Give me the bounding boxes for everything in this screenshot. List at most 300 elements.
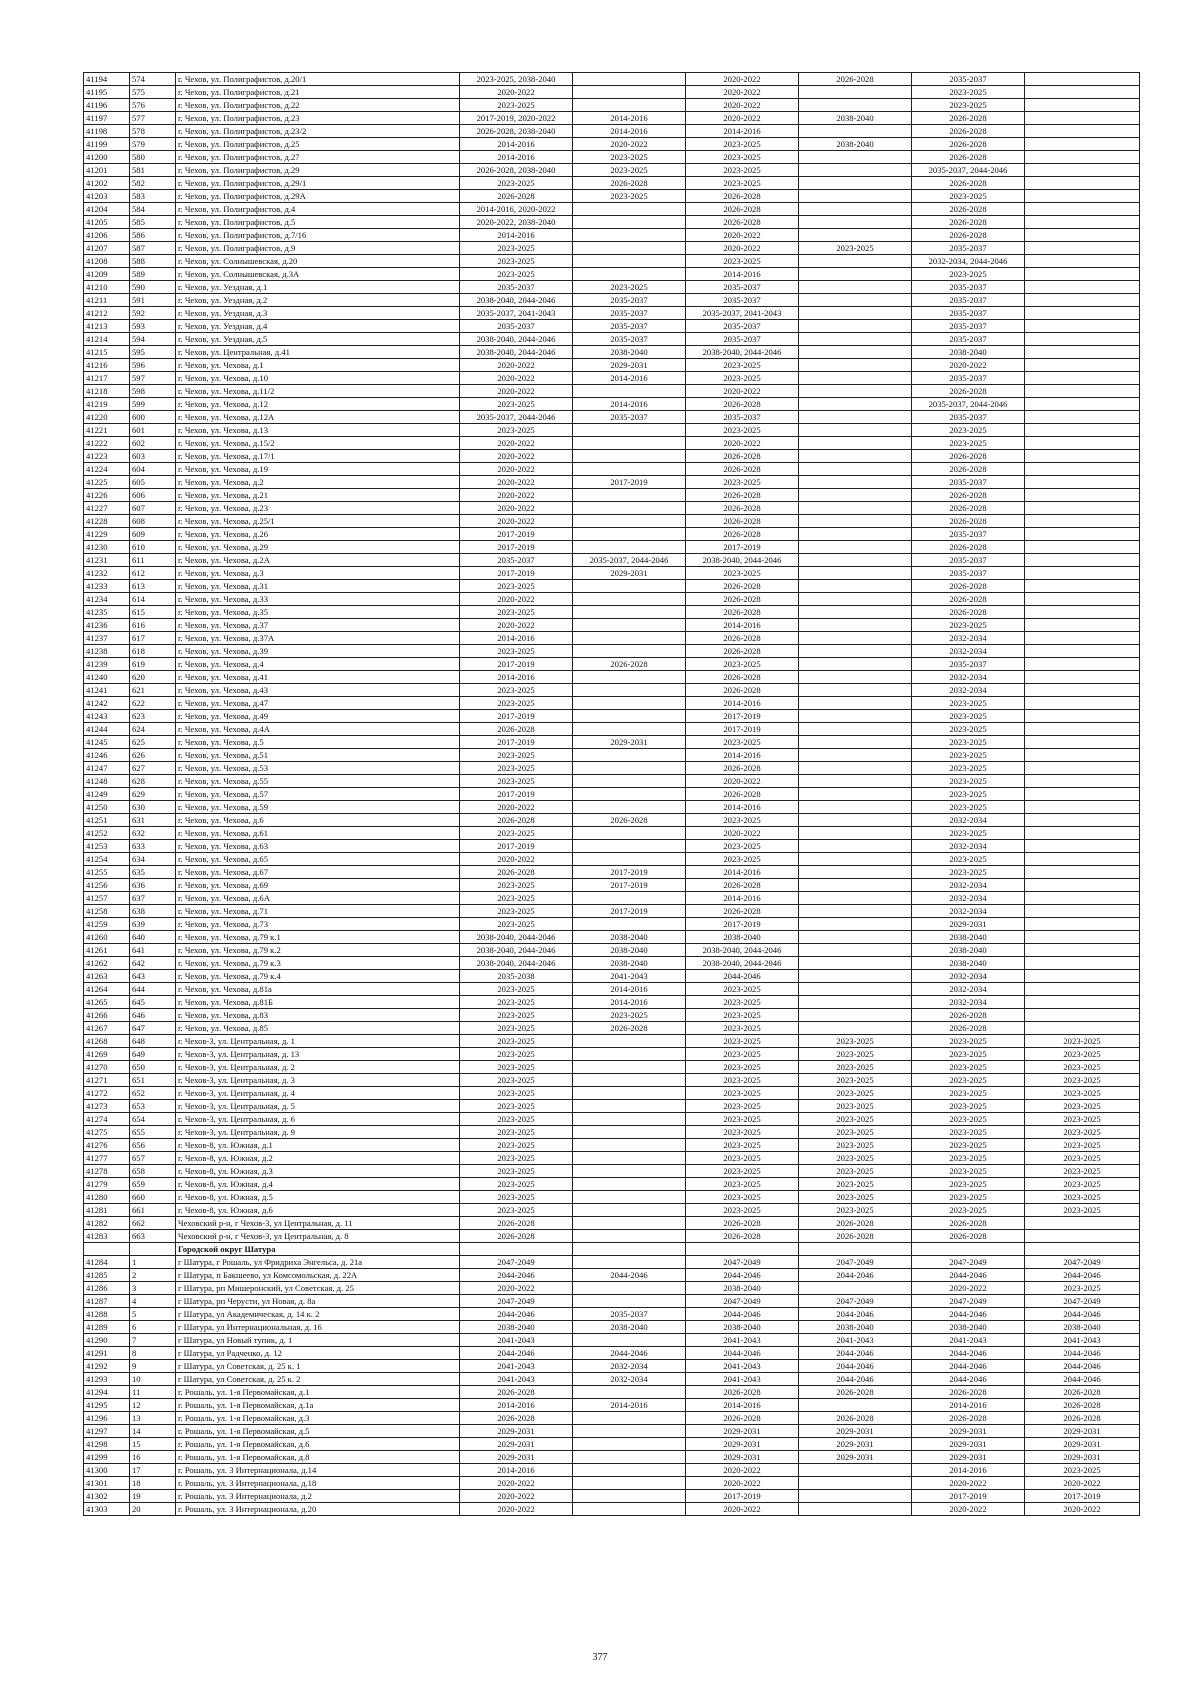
- row-id-cell: 41250: [84, 801, 130, 814]
- address-cell: г Шатура, рп Черусти, ул Новая, д. 8а: [176, 1295, 460, 1308]
- period-cell: 2038-2040, 2044-2046: [686, 957, 799, 970]
- row-number-cell: 613: [130, 580, 176, 593]
- row-id-cell: 41214: [84, 333, 130, 346]
- period-cell: 2038-2040, 2044-2046: [460, 931, 573, 944]
- table-row: [84, 346, 1140, 359]
- period-cell: [1025, 476, 1140, 489]
- period-cell: [799, 723, 912, 736]
- row-number-cell: 633: [130, 840, 176, 853]
- period-cell: 2035-2037: [686, 281, 799, 294]
- period-cell: 2026-2028: [912, 1022, 1025, 1035]
- period-cell: 2026-2028: [799, 1230, 912, 1243]
- period-cell: [1025, 125, 1140, 138]
- table-row: [84, 294, 1140, 307]
- period-cell: 2023-2025: [1025, 1087, 1140, 1100]
- period-cell: 2032-2034: [912, 632, 1025, 645]
- period-cell: 2026-2028: [912, 216, 1025, 229]
- period-cell: 2044-2046: [799, 1347, 912, 1360]
- table-row: [84, 827, 1140, 840]
- row-number-cell: 9: [130, 1360, 176, 1373]
- row-number-cell: 585: [130, 216, 176, 229]
- period-cell: 2026-2028: [686, 788, 799, 801]
- period-cell: 2020-2022: [460, 619, 573, 632]
- period-cell: [573, 502, 686, 515]
- period-cell: [573, 1477, 686, 1490]
- period-cell: 2023-2025: [460, 255, 573, 268]
- row-id-cell: 41225: [84, 476, 130, 489]
- period-cell: 2038-2040: [686, 1321, 799, 1334]
- period-cell: 2026-2028: [686, 502, 799, 515]
- period-cell: 2023-2025: [460, 983, 573, 996]
- table-row: [84, 1412, 1140, 1425]
- period-cell: 2026-2028: [912, 541, 1025, 554]
- period-cell: 2023-2025: [912, 762, 1025, 775]
- period-cell: [799, 580, 912, 593]
- period-cell: 2044-2046: [573, 1347, 686, 1360]
- period-cell: 2023-2025: [460, 892, 573, 905]
- period-cell: 2023-2025: [573, 1009, 686, 1022]
- period-cell: 2023-2025: [460, 1087, 573, 1100]
- row-number-cell: 583: [130, 190, 176, 203]
- row-number-cell: 620: [130, 671, 176, 684]
- address-cell: г Шатура, ул Академическая, д. 14 к. 2: [176, 1308, 460, 1321]
- period-cell: 2044-2046: [912, 1360, 1025, 1373]
- period-cell: 2023-2025: [460, 996, 573, 1009]
- row-id-cell: 41197: [84, 112, 130, 125]
- row-id-cell: 41221: [84, 424, 130, 437]
- address-cell: г. Чехов, ул. Полиграфистов, д.25: [176, 138, 460, 151]
- period-cell: [799, 1009, 912, 1022]
- period-cell: 2026-2028: [460, 1412, 573, 1425]
- table-row: [84, 1347, 1140, 1360]
- row-number-cell: 644: [130, 983, 176, 996]
- period-cell: [573, 541, 686, 554]
- period-cell: 2026-2028: [912, 593, 1025, 606]
- period-cell: [799, 671, 912, 684]
- period-cell: 2023-2025: [799, 242, 912, 255]
- address-cell: г. Чехов, ул. Полиграфистов, д.29/1: [176, 177, 460, 190]
- period-cell: [799, 619, 912, 632]
- period-cell: [1025, 385, 1140, 398]
- period-cell: 2026-2028, 2038-2040: [460, 125, 573, 138]
- period-cell: 2017-2019: [573, 879, 686, 892]
- period-cell: 2023-2025: [460, 99, 573, 112]
- period-cell: 2023-2025: [686, 1113, 799, 1126]
- row-id-cell: 41251: [84, 814, 130, 827]
- period-cell: 2038-2040, 2044-2046: [686, 944, 799, 957]
- row-id-cell: 41218: [84, 385, 130, 398]
- table-row: [84, 1217, 1140, 1230]
- period-cell: 2020-2022: [686, 775, 799, 788]
- period-cell: [799, 1477, 912, 1490]
- row-number-cell: 598: [130, 385, 176, 398]
- period-cell: 2038-2040: [573, 931, 686, 944]
- period-cell: 2014-2016: [460, 1464, 573, 1477]
- period-cell: [1025, 229, 1140, 242]
- address-cell: г. Чехов-8, ул. Южная, д.1: [176, 1139, 460, 1152]
- period-cell: 2023-2025: [912, 801, 1025, 814]
- period-cell: [799, 398, 912, 411]
- period-cell: [799, 411, 912, 424]
- table-row: [84, 242, 1140, 255]
- period-cell: [1025, 658, 1140, 671]
- period-cell: 2023-2025: [912, 424, 1025, 437]
- table-row: [84, 1100, 1140, 1113]
- period-cell: 2032-2034: [912, 970, 1025, 983]
- row-number-cell: 1: [130, 1256, 176, 1269]
- table-row: [84, 1282, 1140, 1295]
- period-cell: 2026-2028: [912, 1230, 1025, 1243]
- period-cell: [799, 359, 912, 372]
- period-cell: 2026-2028: [686, 463, 799, 476]
- period-cell: 2023-2025: [460, 1178, 573, 1191]
- row-id-cell: 41232: [84, 567, 130, 580]
- row-id-cell: 41298: [84, 1438, 130, 1451]
- period-cell: 2026-2028: [573, 1022, 686, 1035]
- table-row: [84, 1113, 1140, 1126]
- table-row: [84, 1503, 1140, 1516]
- table-row: [84, 255, 1140, 268]
- row-id-cell: 41264: [84, 983, 130, 996]
- address-cell: г. Чехов, ул. Полиграфистов, д.21: [176, 86, 460, 99]
- period-cell: 2047-2049: [799, 1256, 912, 1269]
- period-cell: 2029-2031: [799, 1451, 912, 1464]
- period-cell: 2014-2016: [573, 112, 686, 125]
- period-cell: [573, 775, 686, 788]
- period-cell: 2014-2016: [573, 125, 686, 138]
- row-number-cell: 618: [130, 645, 176, 658]
- row-id-cell: 41275: [84, 1126, 130, 1139]
- period-cell: [799, 775, 912, 788]
- period-cell: [799, 1282, 912, 1295]
- table-row: [84, 866, 1140, 879]
- row-number-cell: 612: [130, 567, 176, 580]
- row-id-cell: 41194: [84, 73, 130, 86]
- period-cell: 2014-2016: [686, 892, 799, 905]
- period-cell: 2026-2028: [912, 229, 1025, 242]
- table-row: [84, 957, 1140, 970]
- period-cell: 2026-2028: [912, 502, 1025, 515]
- address-cell: г. Чехов, ул. Чехова, д.6: [176, 814, 460, 827]
- period-cell: 2038-2040, 2044-2046: [460, 294, 573, 307]
- period-cell: [799, 346, 912, 359]
- row-number-cell: 11: [130, 1386, 176, 1399]
- period-cell: [799, 593, 912, 606]
- table-row: [84, 1399, 1140, 1412]
- period-cell: 2035-2037: [573, 411, 686, 424]
- period-cell: 2023-2025: [686, 1048, 799, 1061]
- row-id-cell: 41227: [84, 502, 130, 515]
- period-cell: [799, 424, 912, 437]
- table-row: [84, 450, 1140, 463]
- address-cell: г. Чехов, ул. Солнышевская, д.20: [176, 255, 460, 268]
- period-cell: 2023-2025: [799, 1139, 912, 1152]
- period-cell: [799, 1503, 912, 1516]
- period-cell: [573, 528, 686, 541]
- period-cell: [799, 996, 912, 1009]
- row-id-cell: 41199: [84, 138, 130, 151]
- period-cell: 2026-2028: [799, 1412, 912, 1425]
- period-cell: 2023-2025: [1025, 1061, 1140, 1074]
- period-cell: 2035-2037: [460, 281, 573, 294]
- period-cell: 2026-2028: [686, 515, 799, 528]
- period-cell: 2023-2025: [686, 1074, 799, 1087]
- address-cell: г. Чехов, ул. Чехова, д.3: [176, 567, 460, 580]
- period-cell: 2023-2025: [912, 268, 1025, 281]
- row-number-cell: 579: [130, 138, 176, 151]
- row-number-cell: 645: [130, 996, 176, 1009]
- period-cell: 2026-2028: [686, 1386, 799, 1399]
- period-cell: [573, 463, 686, 476]
- period-cell: 2023-2025: [460, 905, 573, 918]
- period-cell: [573, 827, 686, 840]
- period-cell: [573, 1152, 686, 1165]
- row-id-cell: 41281: [84, 1204, 130, 1217]
- period-cell: [1025, 697, 1140, 710]
- period-cell: 2029-2031: [799, 1438, 912, 1451]
- period-cell: 2026-2028: [1025, 1386, 1140, 1399]
- period-cell: 2035-2037: [460, 554, 573, 567]
- row-id-cell: 41229: [84, 528, 130, 541]
- period-cell: 2047-2049: [1025, 1256, 1140, 1269]
- period-cell: [573, 216, 686, 229]
- row-id-cell: 41217: [84, 372, 130, 385]
- period-cell: 2023-2025: [686, 1126, 799, 1139]
- table-row: [84, 99, 1140, 112]
- period-cell: 2023-2025: [912, 437, 1025, 450]
- row-id-cell: 41292: [84, 1360, 130, 1373]
- period-cell: 2020-2022: [460, 1503, 573, 1516]
- row-id-cell: 41208: [84, 255, 130, 268]
- period-cell: 2014-2016: [460, 1399, 573, 1412]
- period-cell: 2023-2025: [912, 1035, 1025, 1048]
- period-cell: 2023-2025: [460, 1139, 573, 1152]
- address-cell: г. Чехов, ул. Чехова, д.12А: [176, 411, 460, 424]
- period-cell: 2026-2028: [686, 879, 799, 892]
- table-row: [84, 1386, 1140, 1399]
- period-cell: 2026-2028: [912, 580, 1025, 593]
- period-cell: 2023-2025: [799, 1126, 912, 1139]
- period-cell: 2023-2025: [1025, 1139, 1140, 1152]
- row-id-cell: 41300: [84, 1464, 130, 1477]
- row-id-cell: 41265: [84, 996, 130, 1009]
- address-cell: г. Рошаль, ул. 1-я Первомайская, д.1: [176, 1386, 460, 1399]
- address-cell: Чеховский р-н, г Чехов-3, ул Центральная, д. 11: [176, 1217, 460, 1230]
- period-cell: 2014-2016: [686, 801, 799, 814]
- period-cell: 2026-2028: [460, 723, 573, 736]
- table-row: [84, 1061, 1140, 1074]
- period-cell: 2020-2022: [686, 86, 799, 99]
- row-number-cell: 624: [130, 723, 176, 736]
- period-cell: 2026-2028: [686, 580, 799, 593]
- period-cell: 2026-2028: [686, 684, 799, 697]
- row-id-cell: 41235: [84, 606, 130, 619]
- row-number-cell: 658: [130, 1165, 176, 1178]
- period-cell: [799, 268, 912, 281]
- period-cell: [573, 697, 686, 710]
- table-row: [84, 1490, 1140, 1503]
- row-id-cell: 41295: [84, 1399, 130, 1412]
- period-cell: 2017-2019: [1025, 1490, 1140, 1503]
- address-cell: г. Чехов, ул. Чехова, д.79 к.2: [176, 944, 460, 957]
- period-cell: 2038-2040: [686, 1282, 799, 1295]
- table-row: [84, 736, 1140, 749]
- table-row: [84, 268, 1140, 281]
- row-number-cell: 611: [130, 554, 176, 567]
- row-number-cell: 588: [130, 255, 176, 268]
- period-cell: 2038-2040: [460, 1321, 573, 1334]
- period-cell: [799, 892, 912, 905]
- row-number-cell: 647: [130, 1022, 176, 1035]
- row-id-cell: 41246: [84, 749, 130, 762]
- period-cell: [573, 853, 686, 866]
- address-cell: г. Чехов, ул. Уездная, д.2: [176, 294, 460, 307]
- period-cell: 2047-2049: [799, 1295, 912, 1308]
- period-cell: [1025, 242, 1140, 255]
- row-number-cell: 578: [130, 125, 176, 138]
- period-cell: [1025, 307, 1140, 320]
- period-cell: [1025, 944, 1140, 957]
- address-cell: г Шатура, рп Мишеронский, ул Советская, д. 25: [176, 1282, 460, 1295]
- address-cell: г. Рошаль, ул. 1-я Первомайская, д.1а: [176, 1399, 460, 1412]
- period-cell: 2023-2025: [1025, 1191, 1140, 1204]
- period-cell: 2029-2031: [686, 1425, 799, 1438]
- table-row: [84, 1152, 1140, 1165]
- row-id-cell: 41260: [84, 931, 130, 944]
- period-cell: 2029-2031: [573, 359, 686, 372]
- period-cell: 2026-2028: [912, 450, 1025, 463]
- address-cell: г. Чехов-3, ул. Центральная, д. 3: [176, 1074, 460, 1087]
- address-cell: г. Чехов, ул. Чехова, д.15/2: [176, 437, 460, 450]
- row-number-cell: 604: [130, 463, 176, 476]
- period-cell: [1025, 450, 1140, 463]
- period-cell: 2044-2046: [686, 1308, 799, 1321]
- period-cell: 2029-2031: [799, 1425, 912, 1438]
- row-id-cell: 41276: [84, 1139, 130, 1152]
- table-row: [84, 489, 1140, 502]
- period-cell: 2017-2019: [460, 541, 573, 554]
- address-cell: г Шатура, г Рошаль, ул Фридриха Энгельса, д. 21а: [176, 1256, 460, 1269]
- address-cell: г. Чехов, ул. Полиграфистов, д.22: [176, 99, 460, 112]
- row-id-cell: 41277: [84, 1152, 130, 1165]
- row-number-cell: 660: [130, 1191, 176, 1204]
- row-number-cell: 663: [130, 1230, 176, 1243]
- period-cell: 2023-2025: [686, 840, 799, 853]
- period-cell: 2017-2019: [460, 840, 573, 853]
- table-row: [84, 619, 1140, 632]
- table-row: [84, 151, 1140, 164]
- row-number-cell: 657: [130, 1152, 176, 1165]
- period-cell: 2038-2040, 2044-2046: [460, 346, 573, 359]
- period-cell: [573, 1438, 686, 1451]
- table-row: [84, 73, 1140, 86]
- period-cell: [799, 216, 912, 229]
- period-cell: 2026-2028: [912, 1412, 1025, 1425]
- period-cell: 2023-2025: [912, 1165, 1025, 1178]
- period-cell: 2023-2025: [912, 775, 1025, 788]
- period-cell: 2044-2046: [799, 1269, 912, 1282]
- period-cell: 2023-2025: [912, 1100, 1025, 1113]
- period-cell: [573, 1100, 686, 1113]
- table-row: [84, 1321, 1140, 1334]
- period-cell: [573, 229, 686, 242]
- period-cell: [573, 593, 686, 606]
- address-cell: г. Чехов, ул. Полиграфистов, д.5: [176, 216, 460, 229]
- row-number-cell: 576: [130, 99, 176, 112]
- period-cell: [799, 463, 912, 476]
- period-cell: [799, 814, 912, 827]
- row-id-cell: 41210: [84, 281, 130, 294]
- table-row: [84, 879, 1140, 892]
- period-cell: 2038-2040: [686, 931, 799, 944]
- period-cell: 2023-2025: [686, 424, 799, 437]
- period-cell: 2035-2037: [912, 320, 1025, 333]
- row-number-cell: 4: [130, 1295, 176, 1308]
- row-id-cell: 41203: [84, 190, 130, 203]
- address-cell: г. Чехов-3, ул. Центральная, д. 1: [176, 1035, 460, 1048]
- period-cell: 2014-2016: [460, 151, 573, 164]
- address-cell: г. Чехов, ул. Чехова, д.25/1: [176, 515, 460, 528]
- period-cell: 2026-2028: [686, 606, 799, 619]
- period-cell: 2020-2022: [460, 515, 573, 528]
- row-number-cell: 638: [130, 905, 176, 918]
- period-cell: 2026-2028: [912, 1386, 1025, 1399]
- address-cell: г. Чехов, ул. Чехова, д.55: [176, 775, 460, 788]
- period-cell: 2023-2025: [912, 697, 1025, 710]
- table-row: [84, 1022, 1140, 1035]
- period-cell: 2026-2028: [686, 450, 799, 463]
- period-cell: [1025, 554, 1140, 567]
- address-cell: г. Чехов, ул. Чехова, д.4А: [176, 723, 460, 736]
- row-number-cell: 590: [130, 281, 176, 294]
- period-cell: 2035-2038: [460, 970, 573, 983]
- address-cell: г. Чехов, ул. Чехова, д.43: [176, 684, 460, 697]
- period-cell: [799, 931, 912, 944]
- period-cell: 2023-2025: [686, 1009, 799, 1022]
- row-number-cell: 655: [130, 1126, 176, 1139]
- period-cell: [1025, 528, 1140, 541]
- period-cell: 2026-2028: [460, 190, 573, 203]
- period-cell: [1025, 73, 1140, 86]
- table-row: [84, 437, 1140, 450]
- table-row: [84, 1464, 1140, 1477]
- period-cell: [799, 1464, 912, 1477]
- period-cell: [1025, 424, 1140, 437]
- period-cell: 2029-2031: [573, 567, 686, 580]
- address-cell: г. Рошаль, ул. 1-я Первомайская, д.3: [176, 1412, 460, 1425]
- period-cell: 2032-2034: [912, 983, 1025, 996]
- period-cell: [799, 450, 912, 463]
- row-number-cell: 650: [130, 1061, 176, 1074]
- period-cell: 2023-2025: [686, 567, 799, 580]
- table-row: [84, 164, 1140, 177]
- period-cell: 2047-2049: [912, 1295, 1025, 1308]
- table-row: [84, 229, 1140, 242]
- period-cell: 2032-2034: [573, 1360, 686, 1373]
- table-row: [84, 944, 1140, 957]
- period-cell: 2032-2034: [912, 892, 1025, 905]
- period-cell: 2035-2037: [912, 476, 1025, 489]
- address-cell: г. Чехов, ул. Чехова, д.10: [176, 372, 460, 385]
- period-cell: 2023-2025: [460, 268, 573, 281]
- address-cell: г. Чехов, ул. Чехова, д.73: [176, 918, 460, 931]
- period-cell: 2044-2046: [1025, 1373, 1140, 1386]
- period-cell: [1025, 788, 1140, 801]
- row-number-cell: 580: [130, 151, 176, 164]
- period-cell: [573, 437, 686, 450]
- row-number-cell: 16: [130, 1451, 176, 1464]
- table-row: [84, 658, 1140, 671]
